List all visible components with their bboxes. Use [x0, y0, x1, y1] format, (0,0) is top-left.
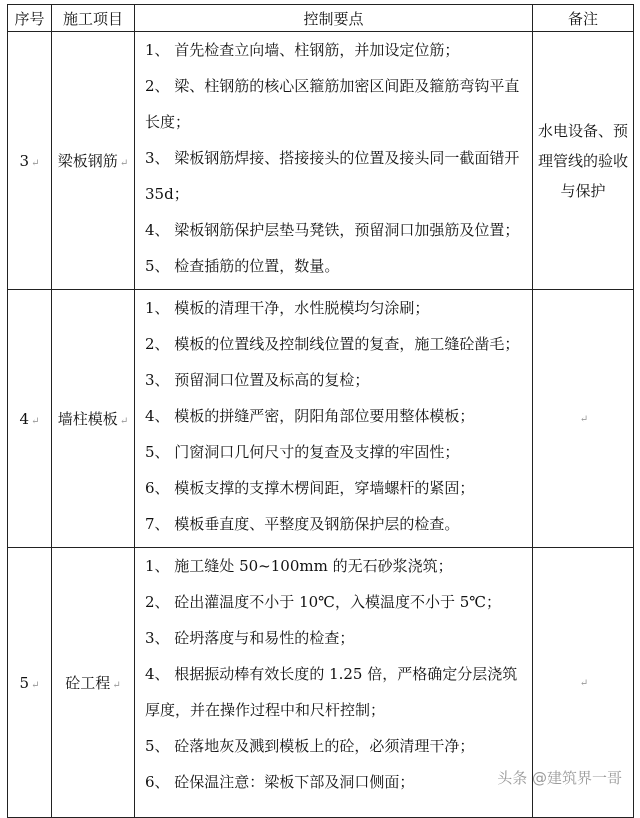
row-note: ↵ — [533, 290, 634, 548]
watermark: 头条 @建筑界一哥 — [497, 769, 622, 787]
row-points — [135, 32, 533, 290]
row-num: 4 ↵ — [8, 290, 52, 548]
point-item: 2、 砼出灌温度不小于 10℃，入模温度不小于 5℃； — [145, 593, 502, 611]
point-item: 1、 施工缝处 50~100mm 的无石砂浆浇筑； — [145, 557, 453, 575]
point-item: 3、 预留洞口位置及标高的复检； — [145, 371, 370, 389]
point-item: 1、 首先检查立向墙、柱钢筋，并加设定位筋； — [145, 41, 460, 59]
header-num: 序号 — [8, 5, 52, 32]
point-item: 6、 砼保温注意：梁板下部及洞口侧面； — [145, 773, 415, 791]
point-item: 4、 模板的拼缝严密，阴阳角部位要用整体模板； — [145, 407, 475, 425]
point-item: 7、 模板垂直度、平整度及钢筋保护层的检查。 — [145, 515, 460, 533]
row-note: 水电设备、预理管线的验收与保护 — [533, 32, 634, 290]
table-row — [8, 32, 634, 290]
construction-control-table — [7, 4, 634, 818]
point-item: 5、 砼落地灰及溅到模板上的砼，必须清理干净； — [145, 737, 475, 755]
point-item: 5、 检查插筋的位置，数量。 — [145, 257, 340, 275]
table-row — [8, 290, 634, 548]
table-header-row — [8, 5, 634, 32]
row-points — [135, 548, 533, 818]
point-item: 3、 梁板钢筋焊接、搭接接头的位置及接头同一截面错开35d； — [145, 149, 520, 203]
point-item: 4、 根据振动棒有效长度的 1.25 倍，严格确定分层浇筑厚度，并在操作过程中和尺杆控制； — [145, 665, 518, 719]
row-note: ↵ — [533, 548, 634, 818]
point-item: 6、 模板支撑的支撑木楞间距，穿墙螺杆的紧固； — [145, 479, 475, 497]
header-item: 施工项目 — [52, 5, 135, 32]
row-num: 3 ↵ — [8, 32, 52, 290]
point-item: 4、 梁板钢筋保护层垫马凳铁，预留洞口加强筋及位置； — [145, 221, 520, 239]
point-item: 2、 梁、柱钢筋的核心区箍筋加密区间距及箍筋弯钩平直长度； — [145, 77, 520, 131]
point-item: 3、 砼坍落度与和易性的检查； — [145, 629, 355, 647]
row-item: 墙柱模板 ↵ — [52, 290, 135, 548]
row-item: 砼工程 ↵ — [52, 548, 135, 818]
header-points: 控制要点 — [135, 5, 533, 32]
header-note: 备注 — [533, 5, 634, 32]
point-item: 5、 门窗洞口几何尺寸的复查及支撑的牢固性； — [145, 443, 460, 461]
row-item: 梁板钢筋 ↵ — [52, 32, 135, 290]
point-item: 1、 模板的清理干净，水性脱模均匀涂刷； — [145, 299, 430, 317]
row-num: 5 ↵ — [8, 548, 52, 818]
point-item: 2、 模板的位置线及控制线位置的复查，施工缝砼凿毛； — [145, 335, 520, 353]
row-points — [135, 290, 533, 548]
